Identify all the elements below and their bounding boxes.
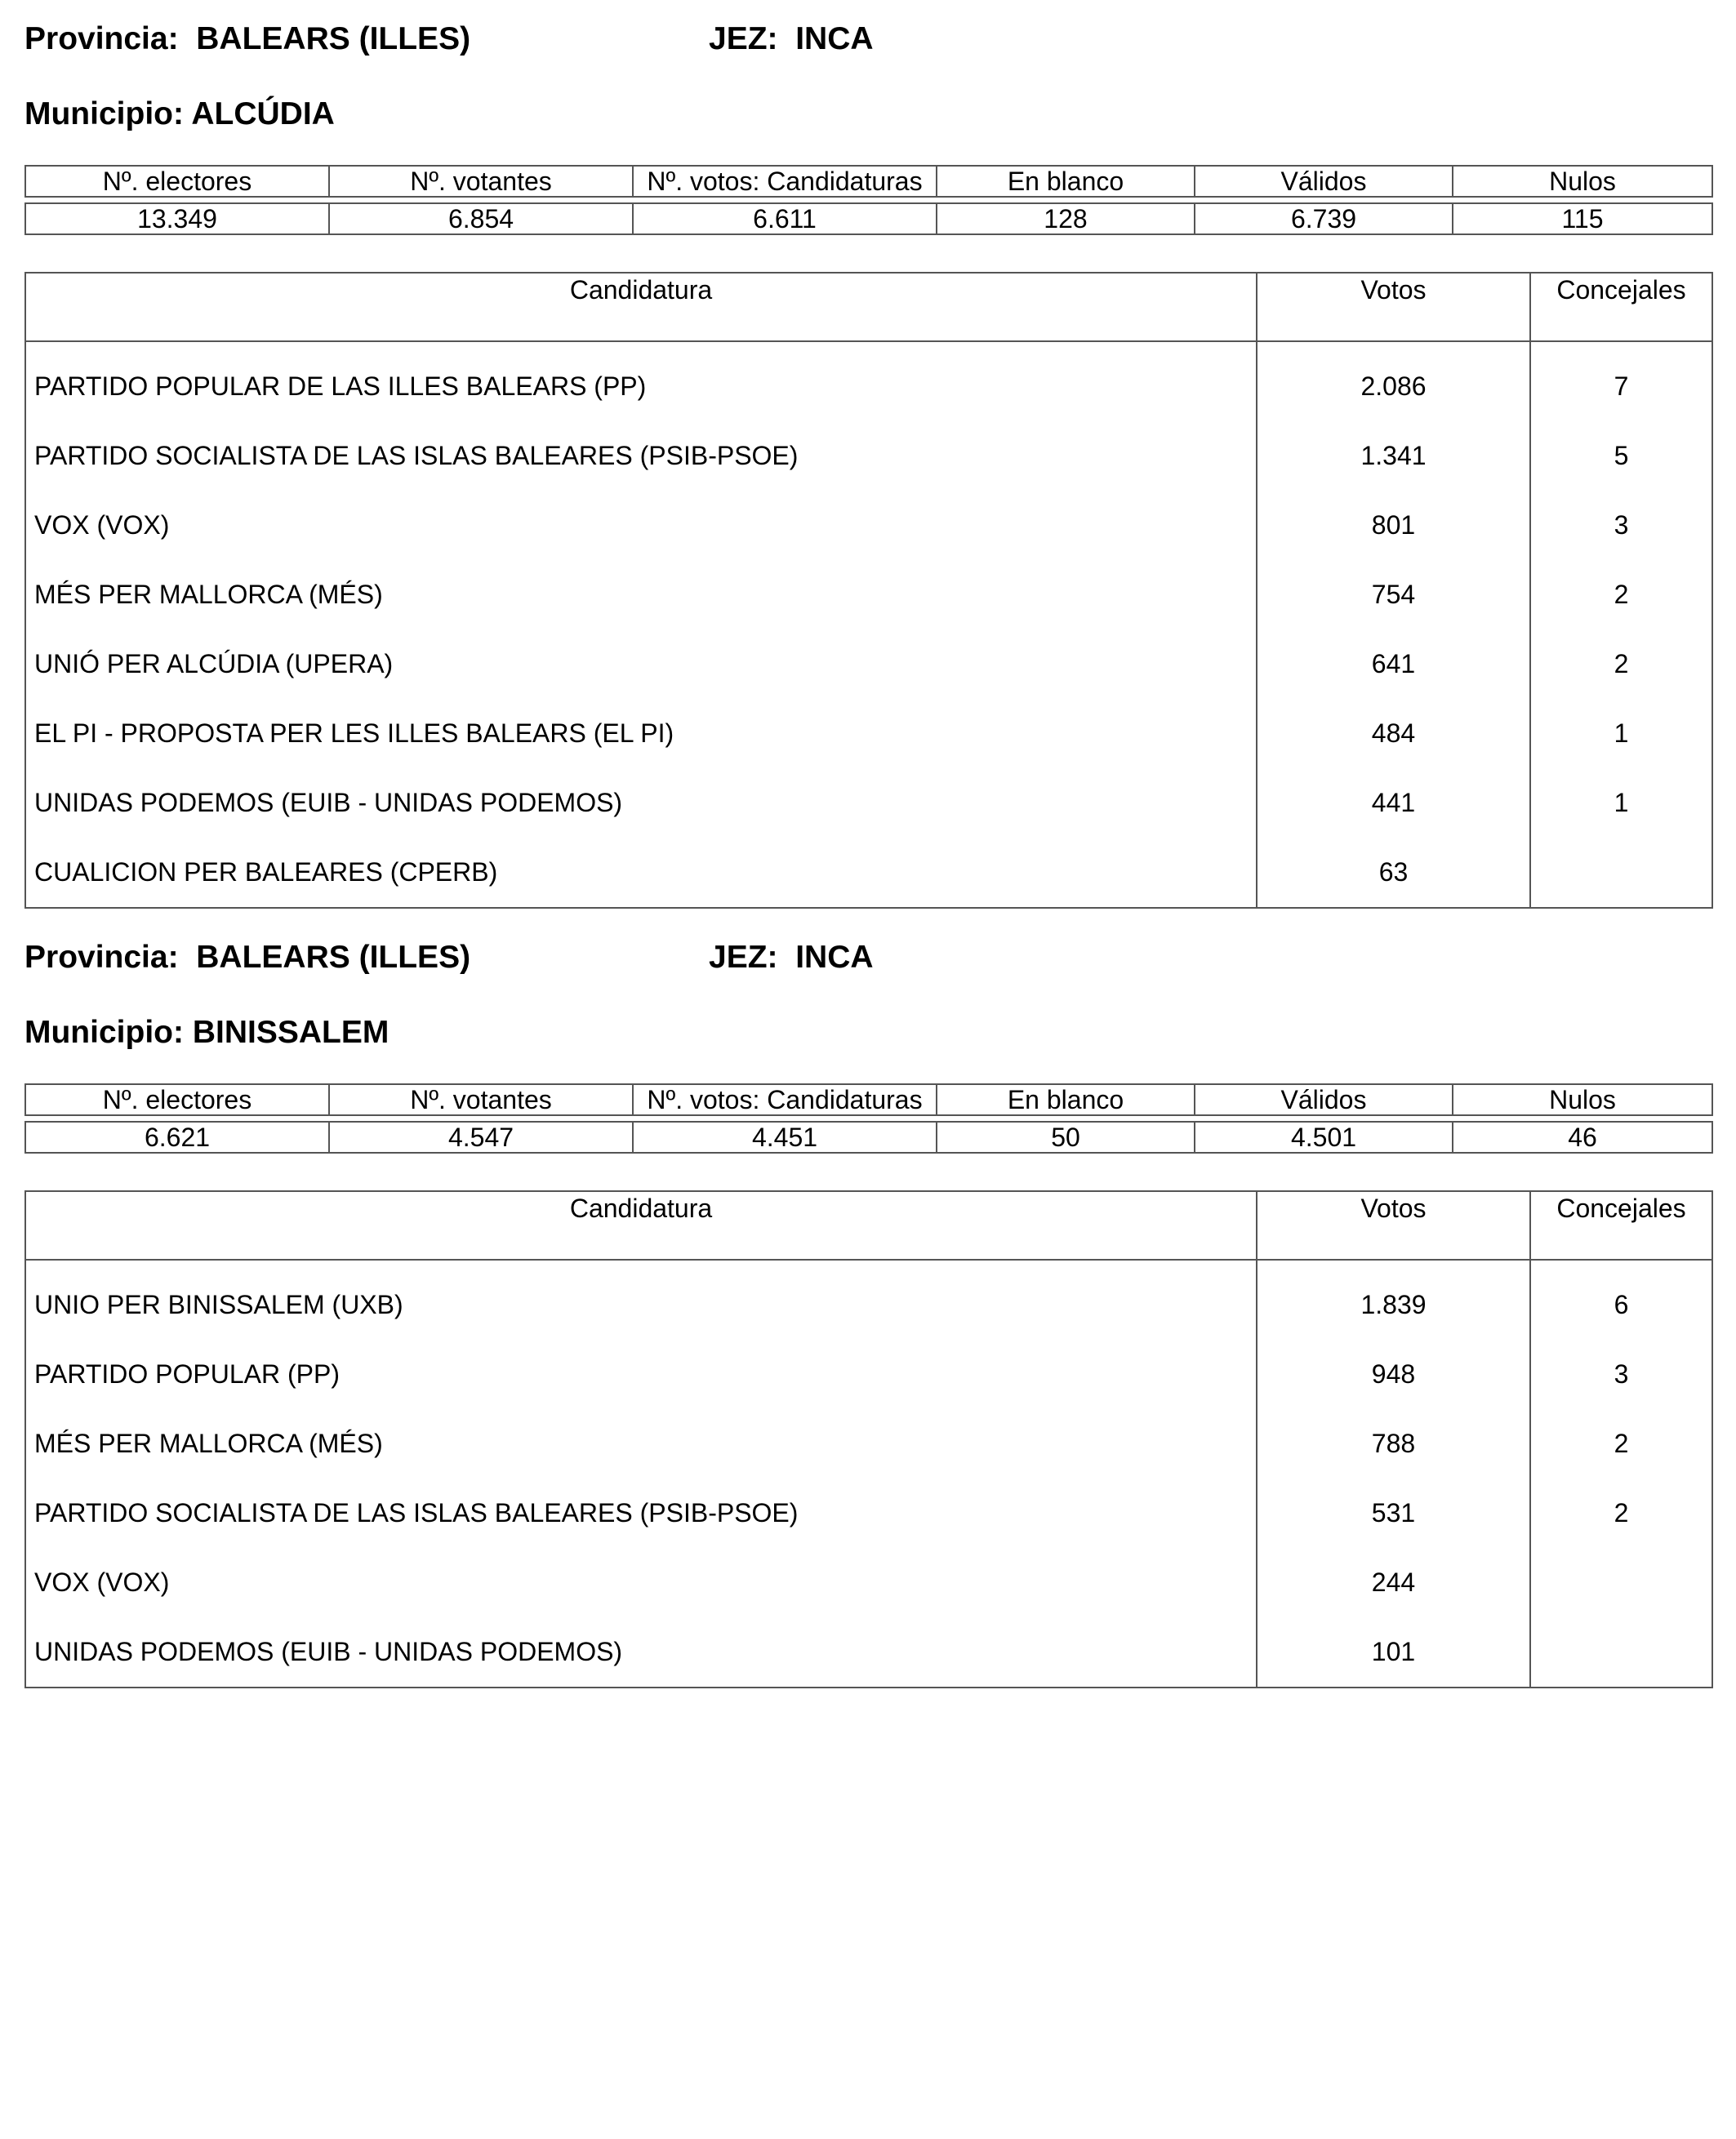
summary-value-cell: 6.611 — [633, 203, 937, 234]
candidatura-header: Candidatura — [25, 1191, 1257, 1260]
municipio-value: BINISSALEM — [192, 1015, 389, 1050]
party-seats: 1 — [1530, 699, 1712, 768]
jez-value: INCA — [795, 21, 874, 56]
summary-header-cell: Nº. votantes — [329, 1084, 633, 1115]
municipio-label: Municipio: — [24, 1015, 184, 1050]
party-seats: 6 — [1530, 1260, 1712, 1340]
party-name: CUALICION PER BALEARES (CPERB) — [25, 838, 1257, 908]
municipality-section-binissalem — [24, 941, 1712, 1676]
summary-header-cell: Nº. votos: Candidaturas — [633, 1084, 937, 1115]
gap-cell — [25, 1115, 329, 1122]
table-row — [25, 1409, 1712, 1479]
summary-header-cell: Válidos — [1195, 166, 1453, 197]
table-row — [25, 1617, 1712, 1688]
gap-cell — [1195, 1115, 1453, 1122]
party-votes: 801 — [1257, 491, 1530, 560]
summary-value-cell: 6.739 — [1195, 203, 1453, 234]
party-votes: 101 — [1257, 1617, 1530, 1688]
party-votes: 641 — [1257, 629, 1530, 699]
party-seats: 2 — [1530, 1479, 1712, 1548]
provincia-label: Provincia: — [24, 940, 179, 975]
concejales-header: Concejales — [1530, 273, 1712, 341]
party-name: UNIÓ PER ALCÚDIA (UPERA) — [25, 629, 1257, 699]
summary-header-cell: Nulos — [1453, 166, 1712, 197]
municipio-value: ALCÚDIA — [191, 96, 335, 131]
party-seats: 2 — [1530, 560, 1712, 629]
jez-label: JEZ: — [709, 940, 778, 975]
gap-cell — [329, 1115, 633, 1122]
party-seats: 2 — [1530, 629, 1712, 699]
candidatura-header: Candidatura — [25, 273, 1257, 341]
summary-header-cell: En blanco — [937, 166, 1195, 197]
table-row — [25, 341, 1712, 421]
gap-cell — [633, 1115, 937, 1122]
party-votes: 1.341 — [1257, 421, 1530, 491]
gap-cell — [25, 197, 329, 203]
summary-value-cell: 128 — [937, 203, 1195, 234]
party-votes: 948 — [1257, 1340, 1530, 1409]
summary-value-cell: 6.621 — [25, 1122, 329, 1153]
party-seats: 7 — [1530, 341, 1712, 421]
party-votes: 484 — [1257, 699, 1530, 768]
gap-cell — [1453, 1115, 1712, 1122]
gap-cell — [329, 197, 633, 203]
jez-heading — [709, 23, 874, 55]
party-name: VOX (VOX) — [25, 1548, 1257, 1617]
summary-gap-row — [25, 1115, 1712, 1122]
jez-label: JEZ: — [709, 21, 778, 56]
party-votes: 531 — [1257, 1479, 1530, 1548]
party-name: PARTIDO SOCIALISTA DE LAS ISLAS BALEARES (PSIB-PSOE) — [25, 1479, 1257, 1548]
summary-value-cell: 4.451 — [633, 1122, 937, 1153]
table-row — [25, 768, 1712, 838]
municipality-section-alcudia — [24, 23, 1712, 896]
summary-header-cell: Nº. electores — [25, 1084, 329, 1115]
table-row — [25, 560, 1712, 629]
summary-gap-row — [25, 197, 1712, 203]
gap-cell — [633, 197, 937, 203]
party-votes: 2.086 — [1257, 341, 1530, 421]
results-table — [24, 1190, 1713, 1688]
party-votes: 441 — [1257, 768, 1530, 838]
table-row — [25, 1548, 1712, 1617]
summary-value-cell: 13.349 — [25, 203, 329, 234]
party-seats — [1530, 1617, 1712, 1688]
provincia-label: Provincia: — [24, 21, 179, 56]
summary-value-cell: 4.501 — [1195, 1122, 1453, 1153]
party-seats: 1 — [1530, 768, 1712, 838]
summary-value-cell: 6.854 — [329, 203, 633, 234]
votos-header: Votos — [1257, 273, 1530, 341]
summary-value-cell: 115 — [1453, 203, 1712, 234]
jez-heading — [709, 941, 874, 973]
summary-header-cell: Nº. votantes — [329, 166, 633, 197]
summary-header-row — [25, 166, 1712, 197]
summary-values-row — [25, 1122, 1712, 1153]
provincia-heading — [24, 23, 470, 55]
party-votes: 754 — [1257, 560, 1530, 629]
table-row — [25, 421, 1712, 491]
summary-table — [24, 1083, 1713, 1154]
party-seats: 3 — [1530, 1340, 1712, 1409]
summary-value-cell: 46 — [1453, 1122, 1712, 1153]
party-name: MÉS PER MALLORCA (MÉS) — [25, 560, 1257, 629]
votos-header: Votos — [1257, 1191, 1530, 1260]
provincia-heading — [24, 941, 470, 973]
party-votes: 63 — [1257, 838, 1530, 908]
party-name: EL PI - PROPOSTA PER LES ILLES BALEARS (EL PI) — [25, 699, 1257, 768]
summary-value-cell: 4.547 — [329, 1122, 633, 1153]
gap-cell — [937, 197, 1195, 203]
gap-cell — [1195, 197, 1453, 203]
municipio-heading — [24, 1016, 389, 1048]
municipio-heading — [24, 98, 335, 130]
party-votes: 1.839 — [1257, 1260, 1530, 1340]
results-header-row — [25, 273, 1712, 341]
summary-header-cell: Válidos — [1195, 1084, 1453, 1115]
gap-cell — [937, 1115, 1195, 1122]
party-seats — [1530, 838, 1712, 908]
gap-cell — [1453, 197, 1712, 203]
summary-table — [24, 165, 1713, 235]
party-name: UNIDAS PODEMOS (EUIB - UNIDAS PODEMOS) — [25, 768, 1257, 838]
party-name: PARTIDO POPULAR (PP) — [25, 1340, 1257, 1409]
party-votes: 788 — [1257, 1409, 1530, 1479]
party-seats: 3 — [1530, 491, 1712, 560]
table-row — [25, 629, 1712, 699]
party-seats: 2 — [1530, 1409, 1712, 1479]
results-header-row — [25, 1191, 1712, 1260]
results-table — [24, 272, 1713, 909]
summary-value-cell: 50 — [937, 1122, 1195, 1153]
table-row — [25, 838, 1712, 908]
table-row — [25, 1340, 1712, 1409]
party-name: MÉS PER MALLORCA (MÉS) — [25, 1409, 1257, 1479]
summary-header-row — [25, 1084, 1712, 1115]
party-name: UNIO PER BINISSALEM (UXB) — [25, 1260, 1257, 1340]
party-votes: 244 — [1257, 1548, 1530, 1617]
party-name: PARTIDO POPULAR DE LAS ILLES BALEARS (PP) — [25, 341, 1257, 421]
provincia-value: BALEARS (ILLES) — [196, 940, 471, 975]
summary-header-cell: En blanco — [937, 1084, 1195, 1115]
table-row — [25, 699, 1712, 768]
jez-value: INCA — [795, 940, 874, 975]
summary-values-row — [25, 203, 1712, 234]
summary-header-cell: Nº. electores — [25, 166, 329, 197]
concejales-header: Concejales — [1530, 1191, 1712, 1260]
party-name: UNIDAS PODEMOS (EUIB - UNIDAS PODEMOS) — [25, 1617, 1257, 1688]
summary-header-cell: Nulos — [1453, 1084, 1712, 1115]
party-seats: 5 — [1530, 421, 1712, 491]
party-name: PARTIDO SOCIALISTA DE LAS ISLAS BALEARES (PSIB-PSOE) — [25, 421, 1257, 491]
provincia-value: BALEARS (ILLES) — [196, 21, 471, 56]
summary-header-cell: Nº. votos: Candidaturas — [633, 166, 937, 197]
party-seats — [1530, 1548, 1712, 1617]
table-row — [25, 1479, 1712, 1548]
table-row — [25, 1260, 1712, 1340]
table-row — [25, 491, 1712, 560]
municipio-label: Municipio: — [24, 96, 184, 131]
party-name: VOX (VOX) — [25, 491, 1257, 560]
